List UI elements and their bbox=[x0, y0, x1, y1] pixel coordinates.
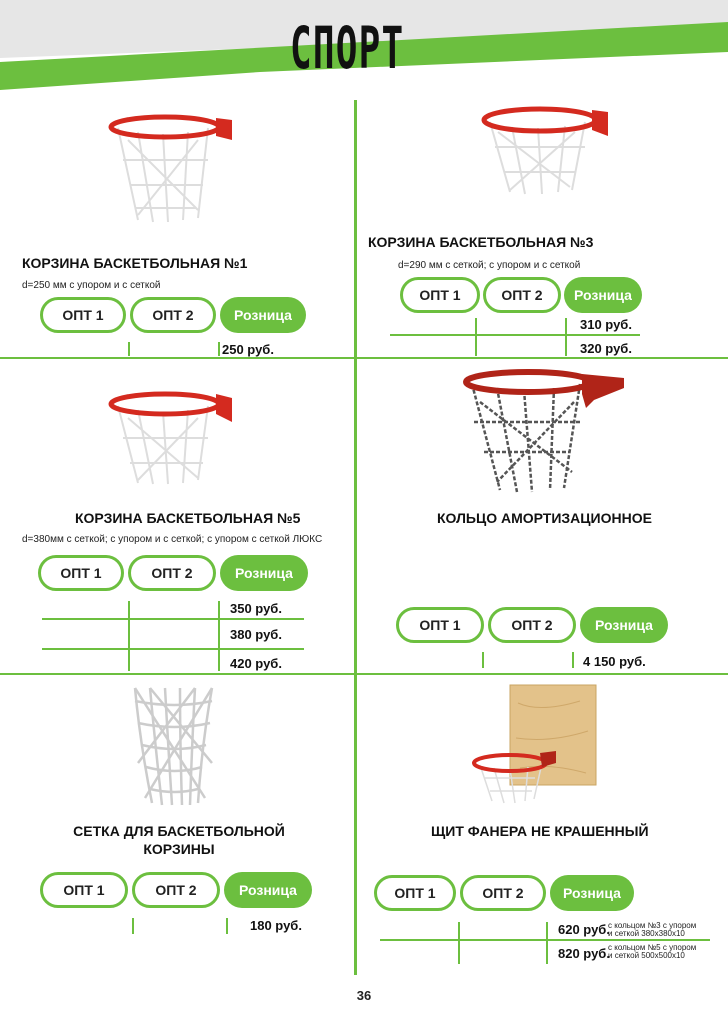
product-title: КОРЗИНА БАСКЕТБОЛЬНАЯ №3 bbox=[368, 234, 594, 250]
price-row-3: 420 руб. bbox=[230, 656, 282, 671]
grid-divider-row1 bbox=[0, 357, 728, 359]
price-row-line bbox=[380, 939, 710, 941]
price-row-2: 820 руб. bbox=[558, 946, 610, 961]
retail-button[interactable]: Розница bbox=[580, 607, 668, 643]
page-number: 36 bbox=[356, 988, 372, 1003]
opt2-button[interactable]: ОПТ 2 bbox=[128, 555, 216, 591]
product-title-line2: КОРЗИНЫ bbox=[143, 841, 215, 857]
price-divider bbox=[475, 318, 477, 356]
product-description: d=290 мм с сеткой; с упором и с сеткой bbox=[398, 260, 581, 271]
opt1-button[interactable]: ОПТ 1 bbox=[40, 872, 128, 908]
price-row-1: 620 руб. bbox=[558, 922, 610, 937]
opt1-button[interactable]: ОПТ 1 bbox=[38, 555, 124, 591]
price-divider bbox=[565, 318, 567, 356]
price-retail: 250 руб. bbox=[222, 342, 274, 357]
retail-button[interactable]: Розница bbox=[220, 297, 306, 333]
price-retail: 4 150 руб. bbox=[583, 654, 646, 669]
price-note-line1: с кольцом №5 с упором bbox=[608, 943, 697, 952]
opt2-button[interactable]: ОПТ 2 bbox=[132, 872, 220, 908]
basketball-hoop-icon bbox=[108, 110, 238, 230]
basketball-hoop-icon bbox=[480, 102, 612, 197]
price-note-line1: с кольцом №3 с упором bbox=[608, 921, 697, 930]
product-description: d=380мм с сеткой; с упором и с сеткой; с упором с сеткой ЛЮКС bbox=[22, 534, 323, 545]
opt2-button[interactable]: ОПТ 2 bbox=[488, 607, 576, 643]
opt2-button[interactable]: ОПТ 2 bbox=[483, 277, 561, 313]
retail-button[interactable]: Розница bbox=[564, 277, 642, 313]
price-row-line bbox=[42, 618, 304, 620]
basketball-hoop-icon bbox=[108, 388, 238, 488]
price-divider bbox=[218, 601, 220, 671]
price-row-1: 350 руб. bbox=[230, 601, 282, 616]
product-title-line1: СЕТКА ДЛЯ БАСКЕТБОЛЬНОЙ bbox=[73, 823, 285, 839]
opt2-button[interactable]: ОПТ 2 bbox=[460, 875, 546, 911]
price-note-line2: и сеткой 380х380х10 bbox=[608, 929, 685, 938]
price-divider bbox=[546, 922, 548, 964]
price-row-line bbox=[390, 334, 640, 336]
price-row-2: 380 руб. bbox=[230, 627, 282, 642]
product-title: ЩИТ ФАНЕРА НЕ КРАШЕННЫЙ bbox=[431, 823, 649, 839]
page-title: СПОРТ bbox=[290, 14, 405, 82]
opt1-button[interactable]: ОПТ 1 bbox=[374, 875, 456, 911]
retail-button[interactable]: Розница bbox=[550, 875, 634, 911]
price-divider bbox=[572, 652, 574, 668]
price-divider bbox=[132, 918, 134, 934]
grid-divider-vertical bbox=[354, 100, 357, 975]
retail-button[interactable]: Розница bbox=[220, 555, 308, 591]
product-description: d=250 мм с упором и с сеткой bbox=[22, 280, 161, 291]
product-title: КОРЗИНА БАСКЕТБОЛЬНАЯ №1 bbox=[22, 255, 248, 271]
price-note-line2: и сеткой 500х500х10 bbox=[608, 951, 685, 960]
price-divider bbox=[482, 652, 484, 668]
basketball-net-icon bbox=[130, 683, 220, 808]
grid-divider-row2 bbox=[0, 673, 728, 675]
plywood-backboard-icon bbox=[470, 683, 600, 813]
opt1-button[interactable]: ОПТ 1 bbox=[40, 297, 126, 333]
chain-net-hoop-icon bbox=[462, 372, 630, 497]
price-divider bbox=[218, 342, 220, 356]
price-divider bbox=[458, 922, 460, 964]
price-divider bbox=[128, 342, 130, 356]
price-row-2: 320 руб. bbox=[580, 341, 632, 356]
price-retail: 180 руб. bbox=[250, 918, 302, 933]
opt2-button[interactable]: ОПТ 2 bbox=[130, 297, 216, 333]
opt1-button[interactable]: ОПТ 1 bbox=[396, 607, 484, 643]
product-title: КОРЗИНА БАСКЕТБОЛЬНАЯ №5 bbox=[75, 510, 301, 526]
opt1-button[interactable]: ОПТ 1 bbox=[400, 277, 480, 313]
price-divider bbox=[128, 601, 130, 671]
retail-button[interactable]: Розница bbox=[224, 872, 312, 908]
price-row-line bbox=[42, 648, 304, 650]
product-title: КОЛЬЦО АМОРТИЗАЦИОННОЕ bbox=[437, 510, 652, 526]
price-divider bbox=[226, 918, 228, 934]
price-row-1: 310 руб. bbox=[580, 317, 632, 332]
